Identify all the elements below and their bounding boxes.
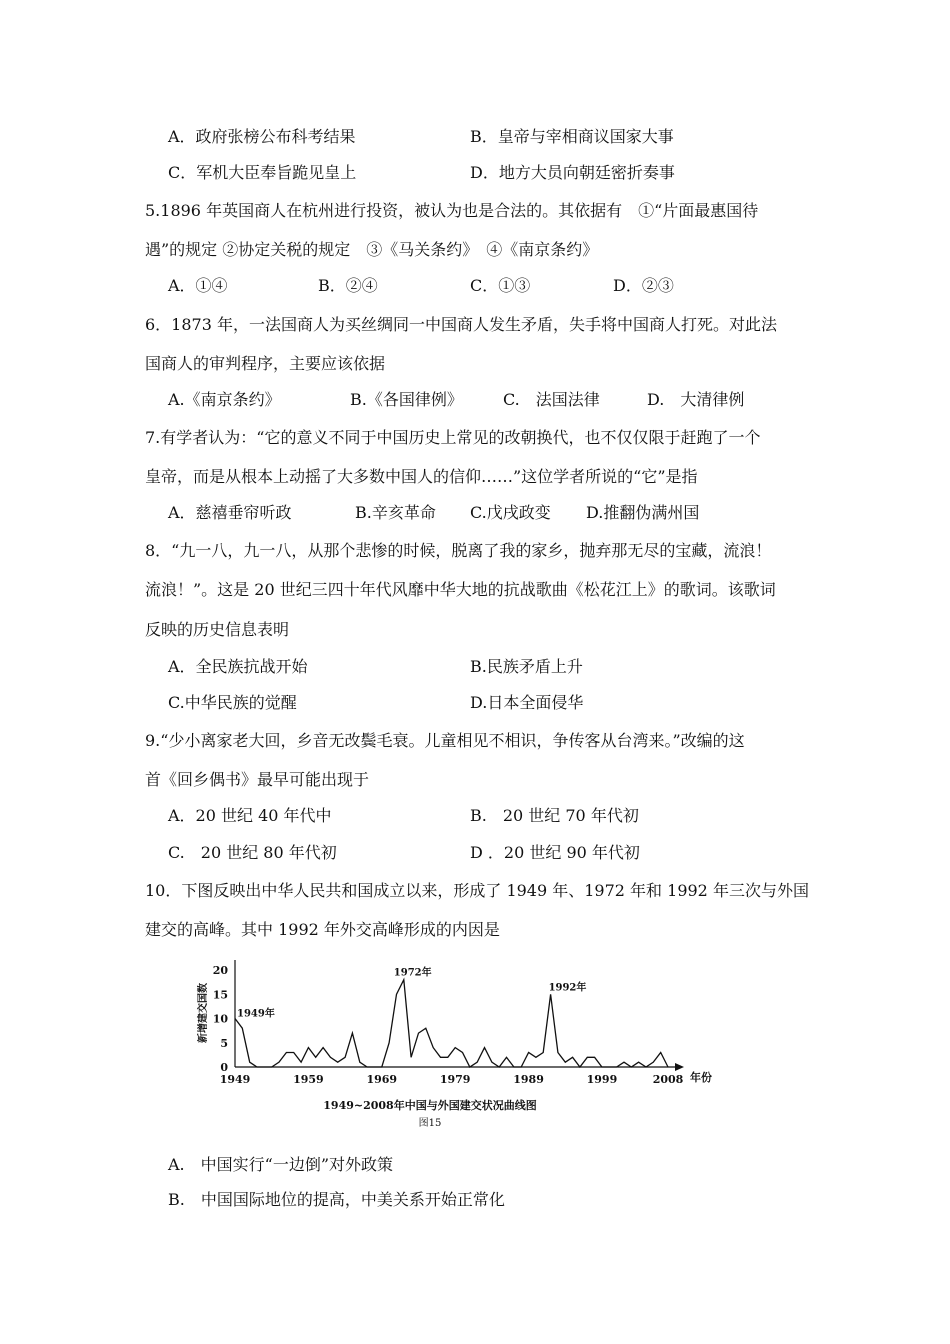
q4-option-c: C．军机大臣奉旨跪见皇上 bbox=[168, 163, 357, 182]
x-tick-label: 1959 bbox=[293, 1073, 324, 1086]
x-tick-label: 1949 bbox=[219, 1073, 251, 1086]
y-tick-label: 20 bbox=[212, 964, 228, 977]
peak-annotation: 1992年 bbox=[548, 982, 587, 994]
q9-option-b: B. 20 世纪 70 年代初 bbox=[470, 806, 639, 825]
q10-option-a: A. 中国实行“一边倒”对外政策 bbox=[168, 1155, 394, 1174]
diplomatic-relations-chart bbox=[190, 955, 730, 1130]
y-tick-labels bbox=[213, 964, 229, 1074]
q9-option-d: D ．20 世纪 90 年代初 bbox=[470, 843, 640, 862]
peak-annotations bbox=[237, 966, 586, 1020]
q8-option-c: C.中华民族的觉醒 bbox=[168, 693, 297, 712]
x-tick-label: 1969 bbox=[366, 1073, 398, 1086]
q5-option-d: D．②③ bbox=[613, 276, 674, 295]
q10-stem-line-2: 建交的高峰。其中 1992 年外交高峰形成的内因是 bbox=[145, 920, 500, 939]
q10-stem-line-1: 10．下图反映出中华人民共和国成立以来，形成了 1949 年、1972 年和 1992 年三次与外国 bbox=[145, 881, 809, 900]
q7-stem-line-2: 皇帝，而是从根本上动摇了大多数中国人的信仰……”这位学者所说的“它”是指 bbox=[145, 467, 698, 486]
q9-stem-line-2: 首《回乡偶书》最早可能出现于 bbox=[145, 770, 370, 789]
q4-option-b: B．皇帝与宰相商议国家大事 bbox=[470, 127, 674, 146]
q6-option-a: A.《南京条约》 bbox=[168, 390, 281, 409]
q6-stem-line-2: 国商人的审判程序，主要应该依据 bbox=[145, 354, 386, 373]
q8-option-b: B.民族矛盾上升 bbox=[470, 657, 583, 676]
q8-stem-line-1: 8．“九一八，九一八，从那个悲惨的时候，脱离了我的家乡，抛弃那无尽的宝藏，流浪！ bbox=[145, 541, 772, 560]
x-tick-label: 1999 bbox=[586, 1073, 618, 1086]
q8-option-a: A．全民族抗战开始 bbox=[168, 657, 308, 676]
q5-option-c: C．①③ bbox=[470, 276, 531, 295]
q9-option-c: C. 20 世纪 80 年代初 bbox=[168, 843, 337, 862]
q5-stem-line-2: 遇”的规定 ②协定关税的规定 ③《马关条约》 ④《南京条约》 bbox=[145, 240, 599, 259]
q4-option-d: D．地方大员向朝廷密折奏事 bbox=[470, 163, 675, 182]
q9-stem-line-1: 9.“少小离家老大回，乡音无改鬓毛衰。儿童相见不相识，争传客从台湾来。”改编的这 bbox=[145, 731, 745, 750]
q8-option-d: D.日本全面侵华 bbox=[470, 693, 584, 712]
peak-annotation: 1949年 bbox=[237, 1008, 275, 1020]
q8-stem-line-3: 反映的历史信息表明 bbox=[145, 620, 290, 639]
x-tick-label: 1989 bbox=[513, 1073, 544, 1086]
q9-option-a: A．20 世纪 40 年代中 bbox=[168, 806, 332, 825]
y-tick-label: 15 bbox=[212, 988, 228, 1002]
q6-option-c: C. 法国法律 bbox=[503, 390, 600, 409]
q4-option-a: A．政府张榜公布科考结果 bbox=[168, 127, 356, 146]
q10-option-b: B. 中国国际地位的提高，中美关系开始正常化 bbox=[168, 1190, 505, 1209]
y-tick-label: 0 bbox=[220, 1061, 228, 1074]
q7-option-a: A．慈禧垂帘听政 bbox=[168, 503, 292, 522]
chart-xlabel: 年份 bbox=[690, 1071, 712, 1084]
x-tick-labels bbox=[220, 1073, 684, 1086]
y-tick-label: 10 bbox=[212, 1012, 228, 1026]
series-line bbox=[235, 980, 668, 1067]
q6-option-d: D. 大清律例 bbox=[647, 390, 745, 409]
x-tick-label: 2008 bbox=[652, 1073, 684, 1086]
q8-stem-line-2: 流浪！”。这是 20 世纪三四十年代风靡中华大地的抗战歌曲《松花江上》的歌词。该歌词 bbox=[145, 580, 776, 599]
x-tick-label: 1979 bbox=[439, 1073, 471, 1086]
q5-option-b: B．②④ bbox=[318, 276, 378, 295]
chart-ylabel: 新增建交国数 bbox=[198, 983, 209, 1043]
q7-option-b: B.辛亥革命 bbox=[355, 503, 436, 522]
q6-option-b: B.《各国律例》 bbox=[350, 390, 463, 409]
q6-stem-line-1: 6．1873 年，一法国商人为买丝绸同一中国商人发生矛盾，失手将中国商人打死。对此法 bbox=[145, 315, 777, 334]
x-axis-arrow bbox=[675, 1063, 684, 1071]
q5-stem-line-1: 5.1896 年英国商人在杭州进行投资，被认为也是合法的。其依据有 ①“片面最惠国待 bbox=[145, 201, 759, 220]
y-tick-label: 5 bbox=[220, 1036, 228, 1050]
q5-option-a: A．①④ bbox=[168, 276, 228, 295]
chart-axes bbox=[235, 960, 684, 1071]
chart-caption: 图15 bbox=[418, 1118, 442, 1129]
chart-title: 1949~2008年中国与外国建交状况曲线图 bbox=[323, 1099, 537, 1112]
q7-stem-line-1: 7.有学者认为：“它的意义不同于中国历史上常见的改朝换代，也不仅仅限于赶跑了一个 bbox=[145, 428, 761, 447]
q7-option-d: D.推翻伪满州国 bbox=[586, 503, 700, 522]
q7-option-c: C.戊戌政变 bbox=[470, 503, 551, 522]
peak-annotation: 1972年 bbox=[393, 967, 432, 979]
